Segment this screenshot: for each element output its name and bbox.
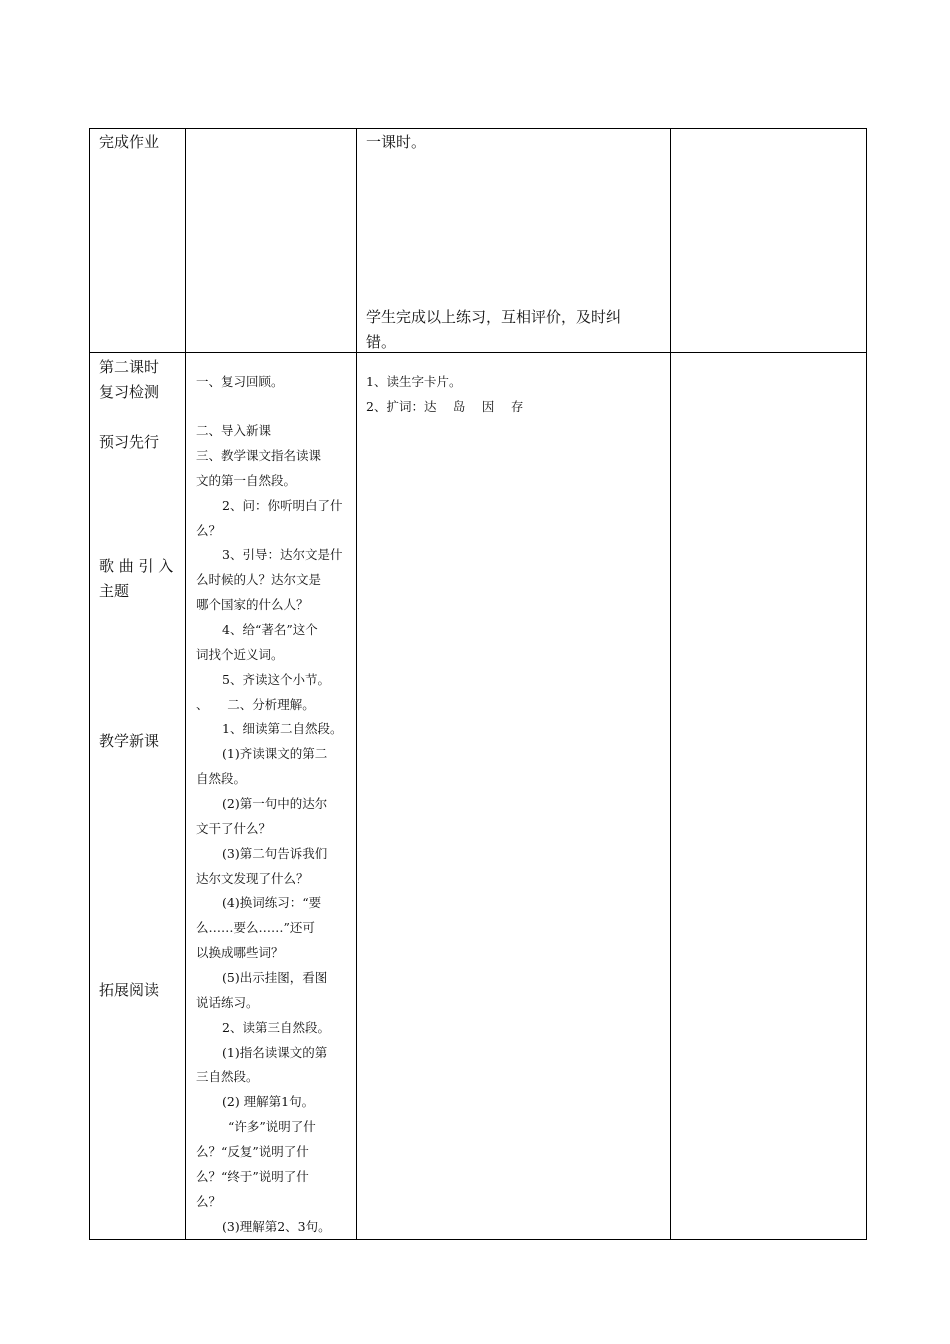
row1-col3-line1: 一课时。 [366, 133, 427, 151]
col2-line: 三自然段。 [196, 1069, 259, 1084]
col2-line: 1、细读第二自然段。 [222, 721, 343, 736]
section-label-song-line1: 歌 曲 引 入 [99, 557, 174, 575]
col2-line: 达尔文发现了什么？ [196, 871, 309, 886]
col2-line: (1)齐读课文的第二 [222, 746, 328, 761]
col2-line: 2、读第三自然段。 [222, 1020, 330, 1035]
col2-line: 4、给“著名”这个 [222, 622, 318, 637]
col2-line: 、 二、分析理解。 [196, 697, 315, 712]
column-divider-2 [356, 128, 357, 1240]
col2-line: 文的第一自然段。 [196, 473, 297, 488]
section-label-preview: 预习先行 [99, 433, 160, 451]
table-border-bottom [89, 1239, 867, 1240]
column-divider-1 [185, 128, 186, 1240]
col2-line: 词找个近义词。 [196, 647, 284, 662]
col2-line: 以换成哪些词？ [196, 945, 284, 960]
col3-line: 1、读生字卡片。 [366, 374, 462, 389]
col2-line: (3)第二句告诉我们 [222, 846, 328, 861]
row-divider [89, 352, 867, 353]
col2-line: 哪个国家的什么人？ [196, 597, 309, 612]
col2-line: 么？“终于”说明了什 [196, 1169, 309, 1184]
table-border-right [866, 128, 867, 1240]
col2-line: 5、齐读这个小节。 [222, 672, 330, 687]
table-border-left [89, 128, 90, 1240]
col2-line: (2)第一句中的达尔 [222, 796, 328, 811]
section-label-review-line1: 第二课时 [99, 358, 160, 376]
column-divider-3 [670, 128, 671, 1240]
col2-line: 二、导入新课 [196, 423, 272, 438]
col2-line: 么时候的人？达尔文是 [196, 572, 322, 587]
table-border-top [89, 128, 867, 129]
col2-line: 么？ [196, 523, 222, 538]
col2-line: 么？“反复”说明了什 [196, 1144, 309, 1159]
section-label-new-lesson: 教学新课 [99, 732, 160, 750]
col2-line: 自然段。 [196, 771, 247, 786]
section-label-review-line2: 复习检测 [99, 383, 160, 401]
col2-line: (5)出示挂图，看图 [222, 970, 328, 985]
col2-line: 么？ [196, 1194, 222, 1209]
section-label-extended-reading: 拓展阅读 [99, 981, 160, 999]
col2-line: 3、引导：达尔文是什 [222, 547, 343, 562]
col2-line: (2) 理解第1句。 [222, 1094, 315, 1109]
col2-line: “许多”说明了什 [228, 1119, 316, 1134]
col2-line: 三、教学课文指名读课 [196, 448, 322, 463]
col2-line: 一、复习回顾。 [196, 374, 284, 389]
col2-line: (3)理解第2、3句。 [222, 1219, 331, 1234]
row1-col3-line2: 学生完成以上练习，互相评价，及时纠 [366, 308, 622, 326]
col3-line: 2、扩词：达 岛 因 存 [366, 399, 524, 414]
col2-line: 么……要么……”还可 [196, 920, 315, 935]
col2-line: 说话练习。 [196, 995, 259, 1010]
col2-line: (1)指名读课文的第 [222, 1045, 328, 1060]
col2-line: 文干了什么？ [196, 821, 272, 836]
row1-col3-line3: 错。 [366, 333, 397, 351]
row1-col1-label: 完成作业 [99, 133, 160, 151]
section-label-song-line2: 主题 [99, 582, 130, 600]
col2-line: (4)换词练习：“要 [222, 895, 322, 910]
col2-line: 2、问：你听明白了什 [222, 498, 343, 513]
